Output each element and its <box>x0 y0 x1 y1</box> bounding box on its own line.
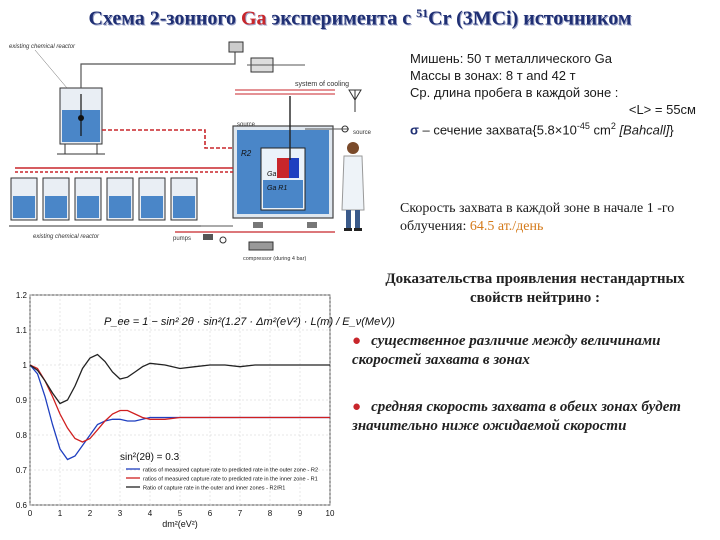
param-cross-section <box>410 118 710 138</box>
label-existing-reactor-top: existing chemical reactor <box>9 44 76 50</box>
cross-section-text: – сечение захвата{5.8×10 <box>418 122 577 138</box>
x-tick-label: 10 <box>325 509 335 518</box>
y-tick-label: 0.9 <box>15 396 27 405</box>
y-tick-label: 1 <box>22 361 27 370</box>
cross-section-exp: -45 <box>576 121 590 131</box>
label-existing-reactor-bottom: existing chemical reactor <box>33 234 100 240</box>
x-axis-label: dm²(eV²) <box>162 519 198 529</box>
x-tick-label: 1 <box>57 509 63 518</box>
y-tick-label: 0.6 <box>15 501 27 510</box>
label-source-left: source <box>237 122 256 128</box>
param-target: Мишень: 50 т металлического Ga <box>410 51 612 66</box>
x-tick-label: 4 <box>147 509 153 518</box>
y-tick-label: 1.2 <box>15 291 27 300</box>
chart-formula: P_ee = 1 − sin² 2θ · sin²(1.27 · Δm²(eV²) · L(m) / E_ν(MeV)) <box>104 316 395 328</box>
x-tick-label: 9 <box>297 509 303 518</box>
x-tick-label: 5 <box>177 509 183 518</box>
bullet-item-2 <box>352 398 712 436</box>
x-ticks <box>28 509 335 518</box>
x-tick-label: 0 <box>27 509 33 518</box>
param-mean-length: <L> = 55см <box>628 102 696 117</box>
cross-section-end: } <box>669 122 674 138</box>
bullet-text-2: средняя скорость захвата в обеих зонах будет значительно ниже ожидаемой скорости <box>352 399 681 434</box>
label-ga-r1: Ga R1 <box>267 185 288 192</box>
bottom-reactors <box>9 178 201 226</box>
bullet-text-1: существенное различие между величинами скоростей захвата в зонах <box>352 333 661 368</box>
experiment-parameters <box>410 50 710 138</box>
evidence-heading: Доказательства проявления нестандартных свойств нейтрино : <box>385 271 685 306</box>
legend-label: ratios of measured capture rate to predicted rate in the inner zone - R1 <box>143 476 318 483</box>
title-ga: Ga <box>240 7 267 30</box>
rate-label: Скорость захвата в каждой зоне в начале 1 -го облучения: <box>400 201 675 234</box>
chart-annotation: sin²(2θ) = 0.3 <box>120 452 180 463</box>
bullet-dot-icon: ● <box>352 399 362 415</box>
param-masses: Массы в зонах: 8 т and 42 т <box>410 68 576 83</box>
y-tick-label: 0.8 <box>15 431 27 440</box>
title-text-1: Схема 2-зонного <box>88 7 241 30</box>
page-title <box>0 6 720 31</box>
capture-rate-text <box>400 200 700 236</box>
bullet-item-1 <box>352 332 712 370</box>
x-tick-label: 3 <box>117 509 123 518</box>
cross-section-unit: cm <box>589 122 611 138</box>
label-compressor: compressor (during 4 bar) <box>243 256 307 262</box>
x-tick-label: 8 <box>267 509 273 518</box>
legend-label: Ratio of capture rate in the outer and inner zones - R2/R1 <box>143 485 286 492</box>
top-reactor <box>57 88 105 154</box>
cross-section-ref: [Bahcall] <box>615 122 670 138</box>
param-path: Ср. длина пробега в каждой зоне : <box>410 85 619 100</box>
detector-tank <box>233 96 333 228</box>
title-superscript: 51 <box>416 6 429 20</box>
y-ticks <box>16 291 28 510</box>
label-source-right: source <box>353 130 372 136</box>
title-text-3: Cr (3MCi) источником <box>428 7 632 30</box>
label-pumps: pumps <box>173 236 192 242</box>
person-figure <box>338 140 368 232</box>
cross-section-unit-exp: 2 <box>610 121 616 131</box>
bullet-dot-icon: ● <box>352 333 362 349</box>
label-cooling: system of cooling <box>295 81 350 88</box>
x-tick-label: 7 <box>237 509 243 518</box>
label-r2: R2 <box>241 149 252 158</box>
oscillation-chart <box>0 285 395 535</box>
sigma-symbol: σ <box>410 122 419 138</box>
x-tick-label: 2 <box>87 509 93 518</box>
title-text-2: эксперимента с <box>266 7 417 30</box>
rate-value: 64.5 ат./день <box>469 219 544 234</box>
legend-label: ratios of measured capture rate to predicted rate in the outer zone - R2 <box>143 467 319 474</box>
y-tick-label: 1.1 <box>15 326 27 335</box>
x-tick-label: 6 <box>207 509 213 518</box>
label-ga: Ga <box>267 171 277 178</box>
y-tick-label: 0.7 <box>15 466 27 475</box>
